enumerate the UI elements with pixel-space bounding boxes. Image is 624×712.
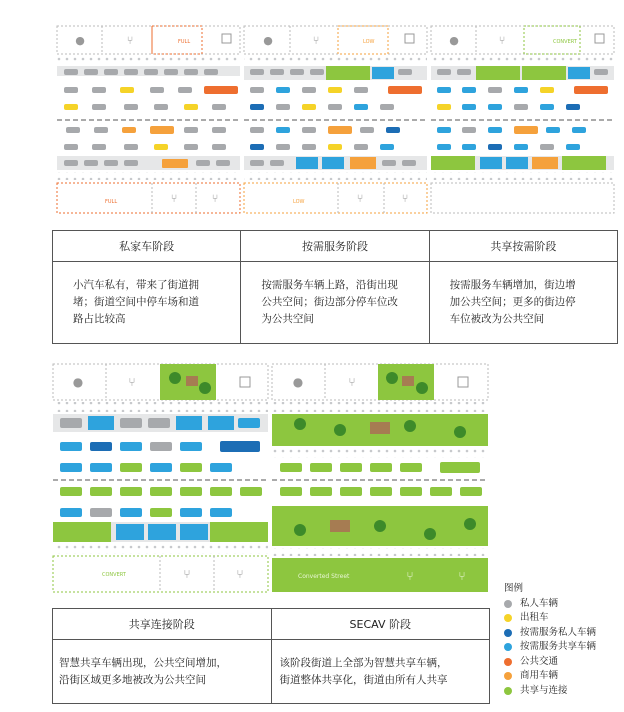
legend-title: 图例 bbox=[504, 583, 524, 594]
street-diagram-top bbox=[0, 0, 624, 222]
legend-swatch-icon bbox=[504, 614, 512, 622]
caption-table-top bbox=[52, 230, 618, 344]
svg-text:⑂: ⑂ bbox=[128, 375, 136, 389]
svg-text:⑂: ⑂ bbox=[406, 569, 414, 583]
legend bbox=[504, 582, 596, 698]
stage-description: 按需服务车辆增加，街边增 加公共空间；更多的街边停 车位被改为公共空间 bbox=[429, 262, 617, 344]
svg-text:●: ● bbox=[449, 34, 459, 47]
street-panel-secav bbox=[272, 364, 488, 592]
legend-label: 私人车辆 bbox=[520, 597, 559, 609]
zone-label: LOW bbox=[293, 199, 305, 205]
legend-swatch-icon bbox=[504, 600, 512, 608]
stage-title: SECAV 阶段 bbox=[271, 609, 490, 640]
street-panel-shared-on-demand bbox=[431, 26, 614, 213]
legend-swatch-icon bbox=[504, 658, 512, 666]
fork-knife-icon: ⑂ bbox=[126, 34, 134, 47]
legend-swatch-icon bbox=[504, 672, 512, 680]
zone-label: CONVERT bbox=[553, 39, 577, 45]
svg-text:⑂: ⑂ bbox=[458, 569, 466, 583]
stage-description: 该阶段街道上全部为智慧共享车辆， 街道整体共享化，街道由所有人共享 bbox=[271, 640, 490, 704]
svg-text:⑂: ⑂ bbox=[356, 192, 364, 205]
zone-label: FULL bbox=[105, 199, 118, 205]
svg-text:⑂: ⑂ bbox=[498, 34, 506, 47]
zone-label: FULL bbox=[178, 39, 191, 45]
street-panel-shared-connected bbox=[53, 364, 268, 592]
legend-item bbox=[504, 597, 596, 612]
legend-item bbox=[504, 684, 596, 699]
legend-swatch-icon bbox=[504, 687, 512, 695]
legend-label: 共享与连接 bbox=[520, 684, 568, 696]
svg-text:⑂: ⑂ bbox=[211, 192, 219, 205]
svg-text:⑂: ⑂ bbox=[236, 567, 244, 581]
apple-icon: ● bbox=[75, 34, 85, 47]
stage-title: 共享连接阶段 bbox=[53, 609, 272, 640]
legend-item bbox=[504, 655, 596, 670]
legend-swatch-icon bbox=[504, 629, 512, 637]
legend-label: 按需服务共享车辆 bbox=[520, 641, 597, 652]
caption-table-bottom bbox=[52, 608, 490, 704]
legend-item bbox=[504, 626, 596, 641]
legend-label: 出租车 bbox=[520, 612, 549, 623]
svg-text:⑂: ⑂ bbox=[312, 34, 320, 47]
legend-item bbox=[504, 611, 596, 626]
stage-title: 共享按需阶段 bbox=[429, 231, 617, 262]
legend-swatch-icon bbox=[504, 643, 512, 651]
svg-text:⑂: ⑂ bbox=[183, 567, 191, 581]
stage-description: 小汽车私有，带来了街道拥 堵；街道空间中停车场和道 路占比较高 bbox=[53, 262, 241, 344]
legend-label: 商用车辆 bbox=[520, 670, 559, 681]
svg-text:●: ● bbox=[263, 34, 273, 47]
zone-label: CONVERT bbox=[102, 572, 126, 578]
zone-label: Converted Street bbox=[298, 573, 350, 580]
stage-title: 按需服务阶段 bbox=[241, 231, 429, 262]
svg-text:⑂: ⑂ bbox=[401, 192, 409, 205]
svg-text:⑂: ⑂ bbox=[170, 192, 178, 205]
legend-item bbox=[504, 640, 596, 655]
street-panel-private bbox=[57, 26, 240, 213]
stage-title: 私家车阶段 bbox=[53, 231, 241, 262]
legend-item bbox=[504, 669, 596, 684]
svg-text:⑂: ⑂ bbox=[348, 375, 356, 389]
stage-description: 智慧共享车辆出现，公共空间增加， 沿街区域更多地被改为公共空间 bbox=[53, 640, 272, 704]
street-diagram-bottom bbox=[0, 360, 500, 596]
svg-text:●: ● bbox=[72, 375, 84, 389]
stage-description: 按需服务车辆上路，沿街出现 公共空间；街边部分停车位改 为公共空间 bbox=[241, 262, 429, 344]
legend-label: 公共交通 bbox=[520, 655, 559, 667]
street-panel-on-demand bbox=[244, 26, 427, 213]
legend-label: 按需服务私人车辆 bbox=[520, 626, 597, 638]
svg-text:●: ● bbox=[292, 375, 304, 389]
zone-label: LOW bbox=[363, 39, 375, 45]
